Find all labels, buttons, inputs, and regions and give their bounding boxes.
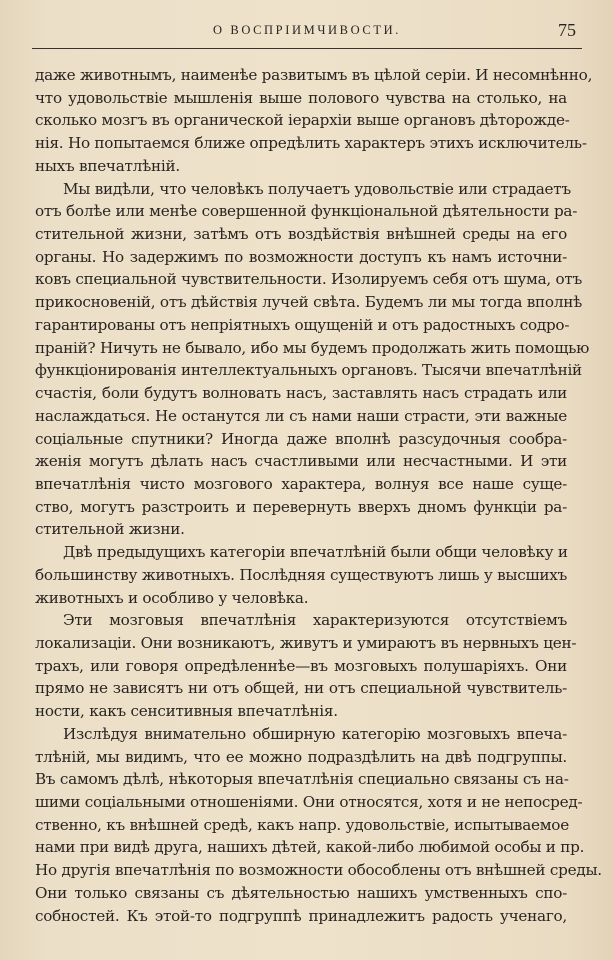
text-line: отъ болѣе или менѣе совершенной функціональной дѣятельности ра- [35,202,578,221]
page-number: 75 [558,20,576,40]
running-title: О ВОСПРІИМЧИВОСТИ. [213,23,401,37]
text-line: сколько мозгъ въ органической іерархіи выше органовъ дѣторожде- [35,111,570,130]
paragraph [35,541,567,609]
text-line: Эти мозговыя впечатлѣнія характеризуются отсутствіемъ [63,611,567,630]
text-line: прикосновеній, отъ дѣйствія лучей свѣта. Будемъ ли мы тогда вполнѣ [35,293,583,312]
text-line: гарантированы отъ непріятныхъ ощущеній и отъ радостныхъ содро- [35,315,570,334]
text-line: ковъ специальной чувствительности. Изолируемъ себя отъ шума, отъ [35,270,582,289]
text-line: стительной жизни, затѣмъ отъ воздѣйствія внѣшней среды на его [35,225,567,244]
text-line: даже животнымъ, наименѣе развитымъ въ цѣлой серіи. И несомнѣнно, [35,66,593,84]
body-text [35,64,602,927]
text-line: большинству животныхъ. Послѣдняя существуютъ лишь у высшихъ [35,565,567,584]
text-line: шими соціальными отношеніями. Они относятся, хотя и не непосред- [35,793,583,811]
text-line: праній? Ничуть не бывало, ибо мы будемъ продолжать жить помощью [35,338,590,357]
text-line: собностей. Къ этой-то подгруппѣ принадлежитъ радость ученаго, [35,906,567,925]
text-line: Они только связаны съ дѣятельностью нашихъ умственныхъ спо- [35,883,567,902]
paragraph [35,64,593,178]
text-line: Изслѣдуя внимательно обширную категорію мозговыхъ впеча- [63,724,567,743]
text-line: Но другія впечатлѣнія по возможности обособлены отъ внѣшней среды. [35,861,602,880]
text-line: Мы видѣли, что человѣкъ получаетъ удовольствіе или страдаетъ [63,179,571,198]
text-line: трахъ, или говоря опредѣленнѣе—въ мозговыхъ полушаріяхъ. Они [35,656,567,675]
text-line: нами при видѣ друга, нашихъ дѣтей, какой-либо любимой особы и пр. [35,838,585,857]
text-line: ственно, къ внѣшней средѣ, какъ напр. удовольствіе, испытываемое [35,815,569,834]
text-line: впечатлѣнія чисто мозгового характера, волнуя все наше суще- [35,474,567,493]
text-line: стительной жизни. [35,520,185,539]
text-line: счастія, боли будутъ волновать насъ, заставлять насъ страдать или [35,384,567,403]
header-rule [32,48,582,49]
text-line: ности, какъ сенситивныя впечатлѣнія. [35,702,338,721]
text-line: органы. Но задержимъ по возможности доступъ къ намъ источни- [35,247,567,266]
paragraph [35,609,577,723]
paragraph [35,178,590,542]
text-line: Двѣ предыдущихъ категоріи впечатлѣній были общи человѣку и [63,543,568,562]
text-line: локализаціи. Они возникаютъ, живутъ и умираютъ въ нервныхъ цен- [35,633,577,652]
paragraph [35,723,602,927]
page-header [34,22,580,46]
text-line: наслаждаться. Не останутся ли съ нами наши страсти, эти важные [35,406,567,425]
text-line: прямо не зависятъ ни отъ общей, ни отъ специальной чувствитель- [35,679,567,698]
text-line: соціальные спутники? Иногда даже вполнѣ разсудочныя сообра- [35,429,567,448]
text-line: Въ самомъ дѣлѣ, нѣкоторыя впечатлѣнія специально связаны съ на- [35,770,569,789]
text-line: нія. Но попытаемся ближе опредѣлить характеръ этихъ исключитель- [35,134,587,153]
text-line: ныхъ впечатлѣній. [35,156,180,175]
text-line: ство, могутъ разстроить и перевернуть вверхъ дномъ функціи ра- [35,497,567,516]
text-line: тлѣній, мы видимъ, что ее можно подраздѣлить на двѣ подгруппы. [35,747,567,766]
text-line: что удовольствіе мышленія выше полового чувства на столько, на [35,88,567,107]
text-line: женія могутъ дѣлать насъ счастливыми или несчастными. И эти [35,452,567,471]
text-line: животныхъ и особливо у человѣка. [35,588,309,607]
text-line: функціонированія интеллектуальныхъ органовъ. Тысячи впечатлѣній [35,361,582,380]
